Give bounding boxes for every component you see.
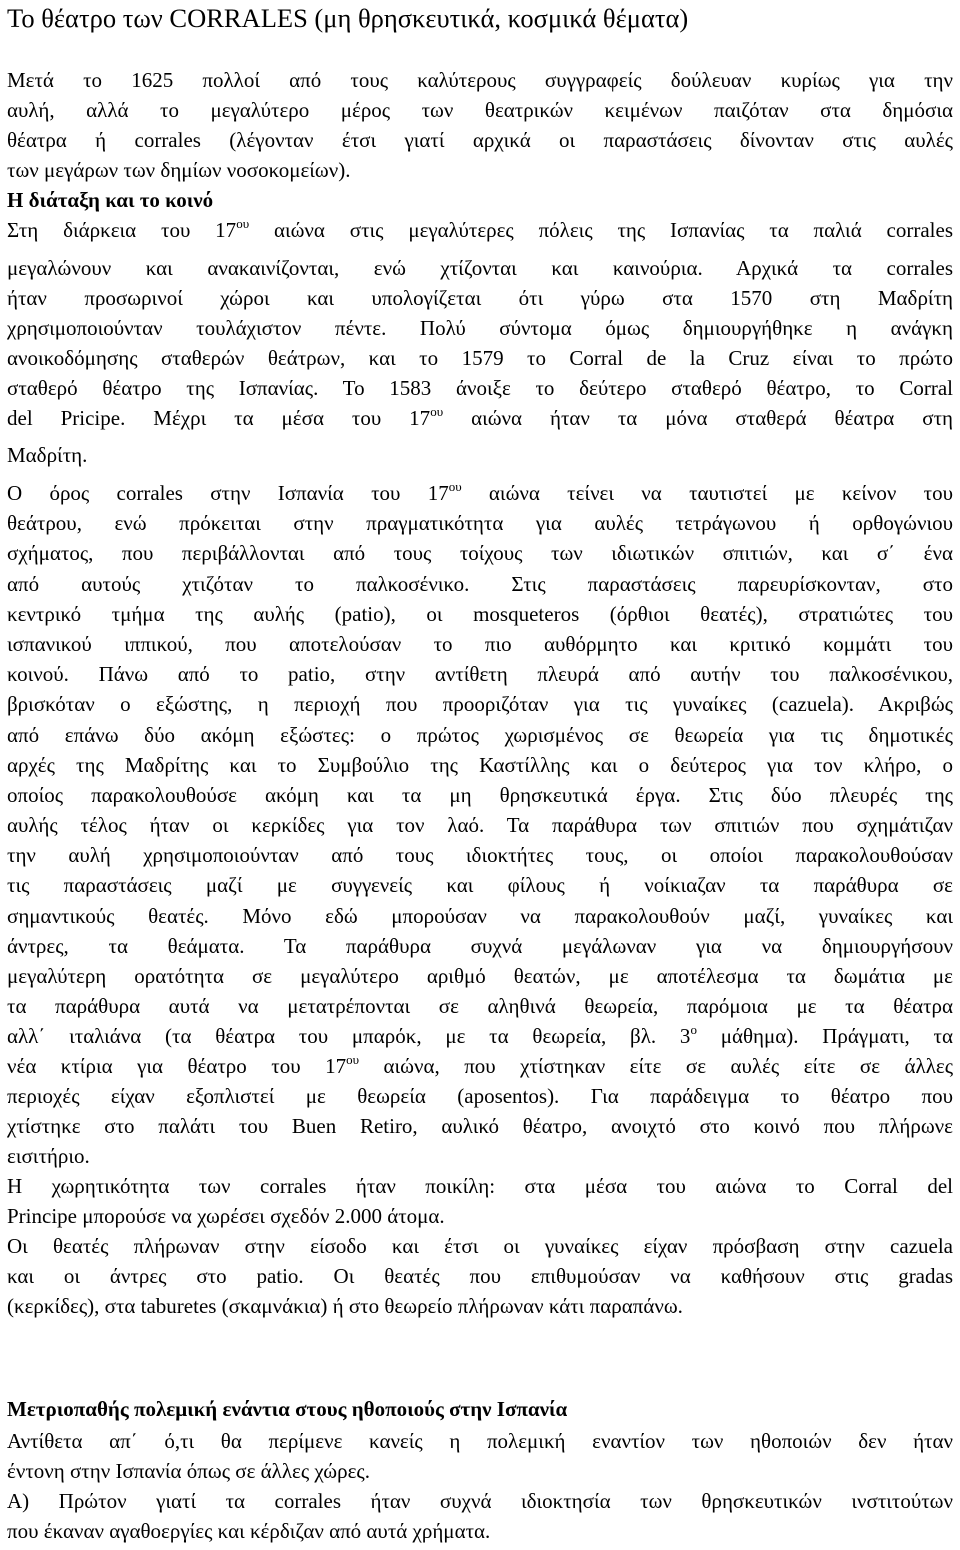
- text-line: κεντρικό τμήμα της αυλής (patio), οι mosqueteros (όρθιοι θεατές), στρατιώτες του: [7, 602, 953, 626]
- text-line: που έκαναν αγαθοεργίες και κέρδιζαν από αυτά χρήματα.: [7, 1519, 491, 1543]
- text-segment: Στη διάρκεια του 17: [7, 218, 237, 242]
- text-line: Principe μπορούσε να χωρέσει σχεδόν 2.000 άτομα.: [7, 1204, 445, 1228]
- text-line: σημαντικούς θεατές. Μόνο εδώ μπορούσαν να παρακολουθούν μαζί, γυναίκες και: [7, 904, 953, 928]
- text-line: σχήματος, που περιβάλλονται από τους τοίχους των ιδιωτικών σπιτιών, και σ΄ ένα: [7, 541, 953, 565]
- text-line: [7, 1052, 953, 1080]
- text-segment: Ο όρος corrales στην Ισπανία του 17: [7, 481, 449, 505]
- text-line: περιοχές είχαν εξοπλιστεί με θεωρεία (aposentos). Για παράδειγμα το θέατρο που: [7, 1084, 953, 1108]
- text-line: σταθερό θέατρο της Ισπανίας. Το 1583 άνοιξε το δεύτερο σταθερό θέατρο, το Corral: [7, 376, 953, 400]
- superscript: ου: [448, 479, 462, 494]
- text-line: [7, 1022, 953, 1050]
- text-line: (κερκίδες), στα taburetes (σκαμνάκια) ή στο θεωρείο πλήρωναν κάτι παραπάνω.: [7, 1294, 683, 1318]
- text-line: από επάνω δύο ακόμη εξώστες: ο πρώτος χωρισμένος σε θεωρεία για τις δημοτικές: [7, 723, 953, 747]
- text-line: μεγαλώνουν και ανακαινίζονται, ενώ χτίζονται και καινούρια. Αρχικά τα corrales: [7, 256, 953, 280]
- text-line: εισιτήριο.: [7, 1144, 90, 1168]
- superscript: ου: [430, 404, 444, 419]
- text-line: [7, 404, 953, 432]
- text-line: χρησιμοποιούνταν τουλάχιστον πέντε. Πολύ σύντομα όμως δημιουργήθηκε η ανάγκη: [7, 316, 953, 340]
- text-line: θέατρα ή corrales (λέγονταν έτσι γιατί αρχικά οι παραστάσεις δίνονταν στις αυλές: [7, 128, 953, 152]
- superscript: ου: [236, 216, 250, 231]
- text-segment: αλλ΄ ιταλιάνα (τα θέατρα του μπαρόκ, με τα θεωρεία, βλ. 3: [7, 1024, 691, 1048]
- text-line: μεγαλύτερη ορατότητα σε μεγαλύτερο αριθμό θεατών, με αποτέλεσμα τα δωμάτια με: [7, 964, 953, 988]
- text-line: Αντίθετα απ΄ ό,τι θα περίμενε κανείς η πολεμική εναντίον των ηθοποιών δεν ήταν: [7, 1429, 953, 1453]
- text-line: οποίος παρακολουθούσε ακόμη και τα μη θρησκευτικά έργα. Στις δύο πλευρές της: [7, 783, 953, 807]
- text-line: τα παράθυρα αυτά να μετατρέπονται σε αληθινά θεωρεία, παρόμοια με τα θέατρα: [7, 994, 953, 1018]
- text-line: την αυλή χρησιμοποιούνταν από τους ιδιοκτήτες τους, οι οποίοι παρακολουθούσαν: [7, 843, 953, 867]
- superscript: ου: [346, 1052, 360, 1067]
- section-heading: Μετριοπαθής πολεμική ενάντια στους ηθοποιούς στην Ισπανία: [7, 1397, 568, 1421]
- text-line: θεάτρου, ενώ πρόκειται στην πραγματικότητα για αυλές τετράγωνου ή ορθογώνιου: [7, 511, 953, 535]
- text-line: τις παραστάσεις μαζί με συγγενείς και φίλους ή νοίκιαζαν τα παράθυρα σε: [7, 873, 953, 897]
- text-line: [7, 216, 953, 244]
- text-line: και οι άντρες στο patio. Οι θεατές που επιθυμούσαν να καθήσουν στις gradas: [7, 1264, 953, 1288]
- text-segment: αιώνα, που χτίστηκαν είτε σε αυλές είτε σε άλλες: [359, 1054, 954, 1078]
- page-title: Το θέατρο των CORRALES (μη θρησκευτικά, κοσμικά θέματα): [7, 3, 689, 33]
- text-segment: νέα κτίρια για θέατρο του 17: [7, 1054, 347, 1078]
- text-line: χτίστηκε στο παλάτι του Buen Retiro, αυλικό θέατρο, ανοιχτό στο κοινό που πλήρωνε: [7, 1114, 953, 1138]
- text-segment: αιώνα στις μεγαλύτερες πόλεις της Ισπανίας τα παλιά corrales: [249, 218, 953, 242]
- text-segment: αιώνα ήταν τα μόνα σταθερά θέατρα στη: [443, 406, 953, 430]
- text-line: αρχές της Μαδρίτης και το Συμβούλιο της Καστίλλης και ο δεύτερος για τον κλήρο, ο: [7, 753, 953, 777]
- text-line: αυλής τέλος ήταν οι κερκίδες για τον λαό. Τα παράθυρα των σπιτιών που σχημάτιζαν: [7, 813, 953, 837]
- text-segment: μάθημα). Πράγματι, τα: [696, 1024, 953, 1048]
- text-line: Μαδρίτη.: [7, 443, 88, 467]
- superscript: ο: [690, 1022, 697, 1037]
- text-segment: αιώνα τείνει να ταυτιστεί με κείνον του: [461, 481, 954, 505]
- text-line: έντονη στην Ισπανία όπως σε άλλες χώρες.: [7, 1459, 370, 1483]
- text-line: ήταν προσωρινοί χώροι και υπολογίζεται ότι γύρω στα 1570 στη Μαδρίτη: [7, 286, 953, 310]
- text-line: Α) Πρώτον γιατί τα corrales ήταν συχνά ιδιοκτησία των θρησκευτικών ινστιτούτων: [7, 1489, 953, 1513]
- text-line: Μετά το 1625 πολλοί από τους καλύτερους συγγραφείς δούλευαν κυρίως για την: [7, 68, 953, 92]
- text-segment: del Pricipe. Μέχρι τα μέσα του 17: [7, 406, 431, 430]
- text-line: ανοικοδόμησης σταθερών θεάτρων, και το 1579 το Corral de la Cruz είναι το πρώτο: [7, 346, 953, 370]
- section-heading: Η διάταξη και το κοινό: [7, 188, 214, 212]
- text-line: βρισκόταν ο εξώστης, η περιοχή που προοριζόταν για τις γυναίκες (cazuela). Ακριβώς: [7, 692, 953, 716]
- text-line: [7, 479, 953, 507]
- text-line: από αυτούς χτιζόταν το παλκοσένικο. Στις παραστάσεις παρευρίσκονταν, στο: [7, 572, 953, 596]
- text-line: των μεγάρων των δημίων νοσοκομείων).: [7, 158, 351, 182]
- text-line: κοινού. Πάνω από το patio, στην αντίθετη πλευρά από αυτήν του παλκοσένικου,: [7, 662, 953, 686]
- text-line: άντρες, τα θεάματα. Τα παράθυρα συχνά μεγάλωναν για να δημιουργήσουν: [7, 934, 953, 958]
- text-line: ισπανικού ιππικού, που αποτελούσαν το πιο αυθόρμητο και κριτικό κομμάτι του: [7, 632, 953, 656]
- text-line: Η χωρητικότητα των corrales ήταν ποικίλη: στα μέσα του αιώνα το Corral del: [7, 1174, 953, 1198]
- text-line: αυλή, αλλά το μεγαλύτερο μέρος των θεατρικών κειμένων παιζόταν στα δημόσια: [7, 98, 953, 122]
- text-line: Οι θεατές πλήρωναν στην είσοδο και έτσι οι γυναίκες είχαν πρόσβαση στην cazuela: [7, 1234, 953, 1258]
